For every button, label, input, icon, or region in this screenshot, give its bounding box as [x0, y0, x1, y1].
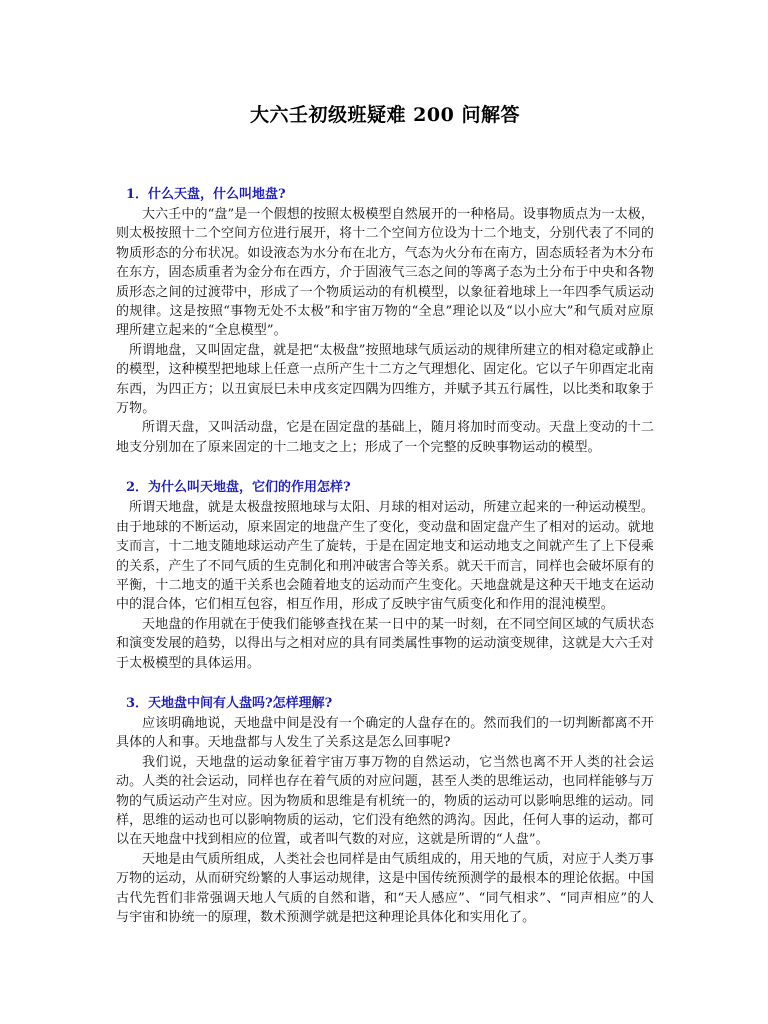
section-heading: 2．为什么叫天地盘，它们的作用怎样? — [126, 480, 351, 496]
paragraph: 天地是由气质所组成，人类社会也同样是由气质组成的，用天地的气质，对应于人类万事万物的运动，从而研究纷繁的人事运动规律，这是中国传统预测学的最根本的理论依据。中国古代先哲们非常强调天地人气质的自然和谐，和“天人感应”、“同气相求”、“同声相应”的人与宇宙和协统一的原理，数术预测学就是把这种理论具体化和实用化了。 — [116, 851, 654, 925]
paragraph: 所谓天地盘，就是太极盘按照地球与太阳、月球的相对运动，所建立起来的一种运动模型。由于地球的不断运动，原来固定的地盘产生了变化，变动盘和固定盘产生了相对的运动。就地支而言，十二地支随地球运动产生了旋转，于是在固定地支和运动地支之间就产生了上下侵乘的关系，产生了不同气质的生克制化和刑冲破害合等关系。就天干而言，同样也会破坏原有的平衡，十二地支的遁干关系也会随着地支的运动而产生变化。天地盘就是这种天干地支在运动中的混合体，它们相互包容，相互作用，形成了反映宇宙气质变化和作用的混沌模型。 — [116, 500, 654, 613]
document-page — [116, 100, 654, 948]
paragraph: 应该明确地说，天地盘中间是没有一个确定的人盘存在的。然而我们的一切判断都离不开具体的人和事。天地盘都与人发生了关系这是怎么回事呢? — [116, 715, 654, 751]
section-2 — [116, 478, 654, 673]
paragraph: 我们说，天地盘的运动象征着宇宙万事万物的自然运动，它当然也离不开人类的社会运动。人类的社会运动，同样也存在着气质的对应问题，甚至人类的思维运动，也同样能够与万物的气质运动产生对应。因为物质和思维是有机统一的，物质的运动可以影响思维的运动。同样，思维的运动也可以影响物质的运动，它们没有绝然的鸿沟。因此，任何人事的运动，都可以在天地盘中找到相应的位置，或者叫气数的对应，这就是所谓的“人盘”。 — [116, 754, 654, 848]
section-heading: 1．什么天盘，什么叫地盘? — [126, 187, 286, 202]
paragraph: 所谓地盘，又叫固定盘，就是把“太极盘”按照地球气质运动的规律所建立的相对稳定或静止的模型，这种模型把地球上任意一点所产生十二方之气理想化、固定化。它以子午卯酉定北南东西，为四正方；以丑寅辰巳未申戌亥定四隅为四维方，并赋予其五行属性，以比类和取象于万物。 — [116, 342, 654, 417]
document-title: 大六壬初级班疑难 200 问解答 — [250, 104, 520, 126]
paragraph: 天地盘的作用就在于使我们能够查找在某一日中的某一时刻，在不同空间区域的气质状态和演变发展的趋势，以得出与之相对应的具有同类属性事物的运动演变规律，这就是大六壬对于太极模型的具体运用。 — [116, 616, 654, 671]
paragraph: 大六壬中的“盘”是一个假想的按照太极模型自然展开的一种格局。设事物质点为一太极，则太极按照十二个空间方位进行展开，将十二个空间方位设为十二个地支，分别代表了不同的物质形态的分布状况。如设液态为水分布在北方，气态为火分布在南方，固态质轻者为木分布在东方，固态质重者为金分布在西方，介于固液气三态之间的等离子态为土分布于中央和各物质形态之间的过渡带中，形成了一个物质运动的有机模型，以象征着地球上一年四季气质运动的规律。这是按照“事物无处不太极”和宇宙万物的“全息”理论以及“以小应大”和气质对应原理所建立起来的“全息模型”。 — [116, 207, 654, 339]
paragraph: 所谓天盘，又叫活动盘，它是在固定盘的基础上，随月将加时而变动。天盘上变动的十二地支分别加在了原来固定的十二地支之上；形成了一个完整的反映事物运动的模型。 — [116, 420, 654, 455]
section-heading: 3．天地盘中间有人盘吗?怎样理解? — [126, 695, 333, 711]
section-1 — [116, 185, 654, 457]
section-3 — [116, 694, 654, 927]
